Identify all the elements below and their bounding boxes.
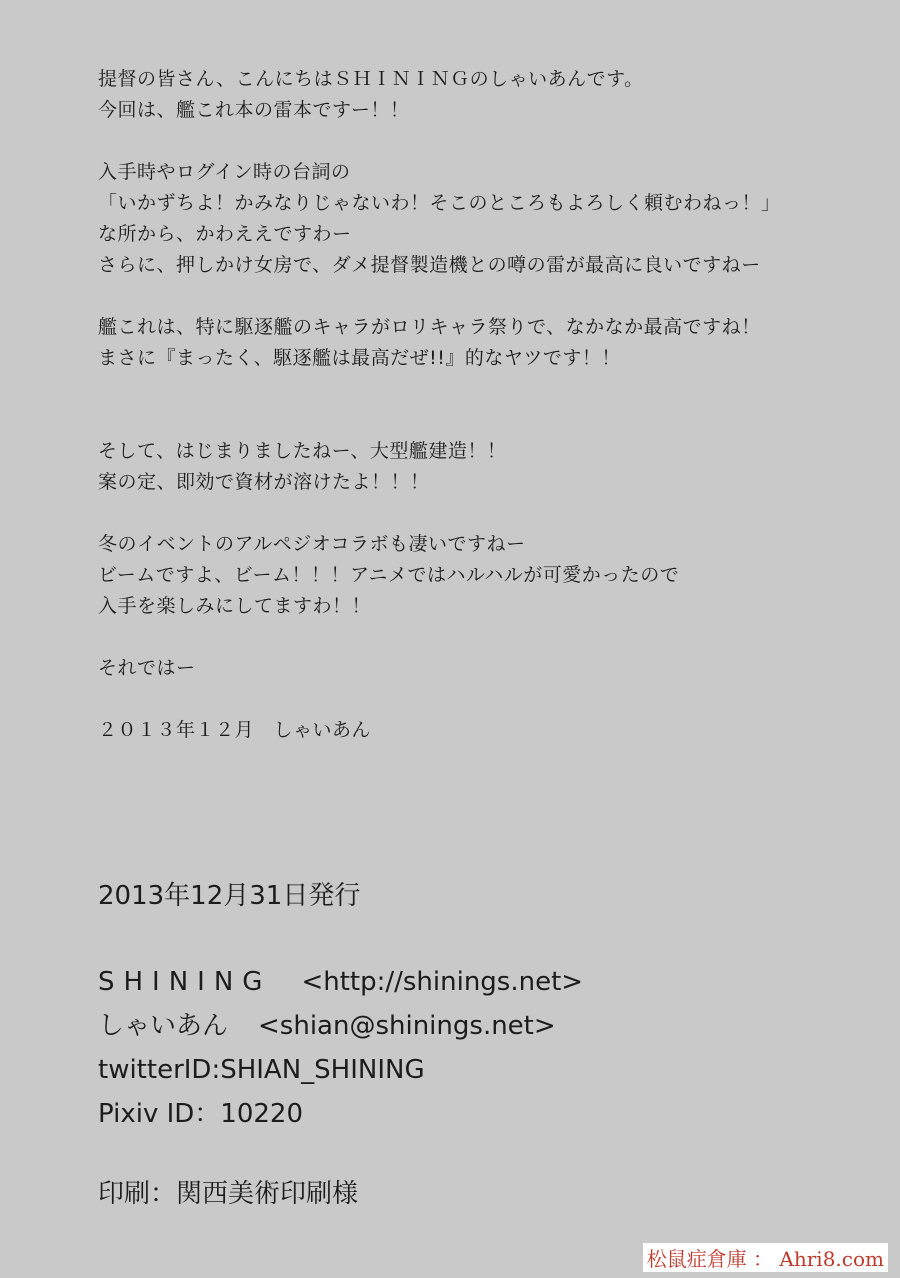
issue-date: 2013年12月31日発行 [98, 881, 361, 911]
afterword-line: 提督の皆さん、こんにちはＳＨＩＮＩＮＧのしゃいあんです。 [98, 68, 644, 90]
colophon-gap [98, 1136, 858, 1172]
afterword-line: 入手時やログイン時の台詞の [98, 161, 351, 183]
author-row [98, 1004, 858, 1048]
author-email: <shian@shinings.net> [258, 1011, 556, 1041]
afterword-line: さらに、押しかけ女房で、ダメ提督製造機との噂の雷が最高に良いですねー [98, 254, 761, 276]
circle-row [98, 960, 858, 1004]
twitter-id: twitterID:SHIAN_SHINING [98, 1055, 425, 1085]
afterword-line: 艦これは、特に駆逐艦のキャラがロリキャラ祭りで、なかなか最高ですね！ [98, 316, 761, 338]
paragraph-gap [98, 374, 878, 405]
circle-url: <http://shinings.net> [301, 967, 584, 997]
afterword-line: 今回は、艦これ本の雷本ですー！！ [98, 99, 410, 121]
signature-line: ２０１３年１２月 しゃいあん [98, 719, 372, 741]
paragraph-gap [98, 498, 878, 529]
site-watermark: 松鼠症倉庫 ： Ahri8.com [643, 1243, 888, 1272]
afterword-line: 入手を楽しみにしてますわ！！ [98, 595, 372, 617]
author-name: しゃいあん [98, 1011, 229, 1041]
afterword-line: まさに『まったく、駆逐艦は最高だぜ!!』的なヤツです！！ [98, 347, 621, 369]
colophon-gap [98, 918, 858, 960]
afterword-line: 案の定、即効で資材が溶けたよ！！！ [98, 471, 430, 493]
afterword-line: そして、はじまりましたねー、大型艦建造！！ [98, 440, 507, 462]
circle-name: SHINING [98, 967, 272, 997]
closing-line: それではー [98, 657, 196, 679]
afterword-line: な所から、かわええですわー [98, 223, 352, 245]
pixiv-id: Pixiv ID：10220 [98, 1099, 303, 1129]
paragraph-gap [98, 281, 878, 312]
paragraph-gap [98, 622, 878, 653]
afterword-line: ビームですよ、ビーム！！！アニメではハルハルが可愛かったので [98, 564, 680, 586]
colophon [98, 874, 858, 1216]
afterword-line: 冬のイベントのアルペジオコラボも凄いですねー [98, 533, 526, 555]
paragraph-gap [98, 684, 878, 715]
paragraph-gap [98, 405, 878, 436]
afterword-line: 「いかずちよ！かみなりじゃないわ！そこのところもよろしく頼むわねっ！」 [98, 192, 781, 214]
afterword-text [98, 64, 878, 746]
paragraph-gap [98, 126, 878, 157]
printer-credit: 印刷：関西美術印刷様 [98, 1179, 359, 1209]
